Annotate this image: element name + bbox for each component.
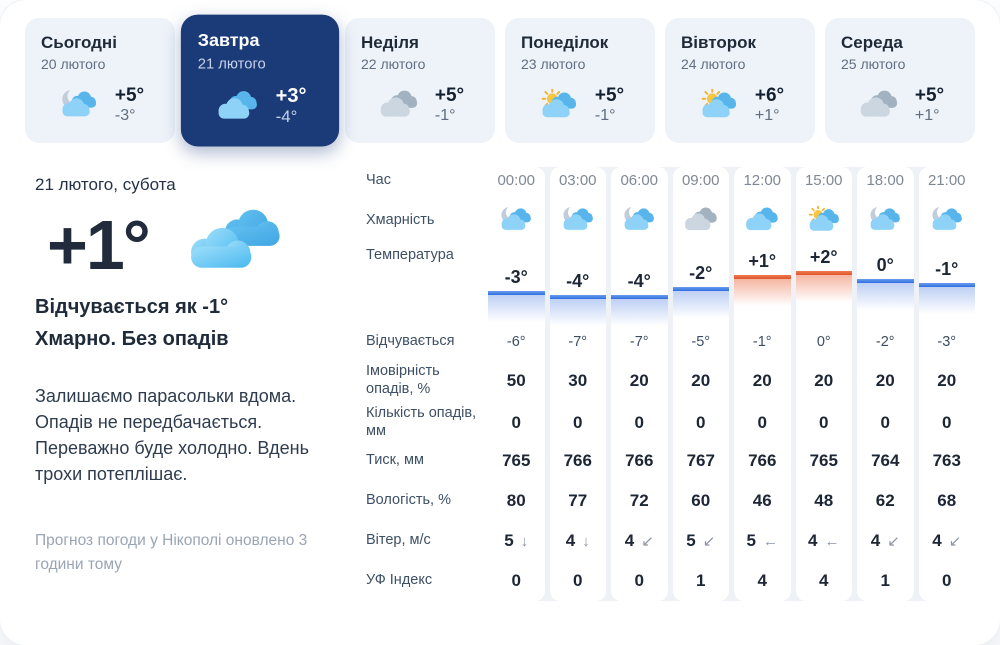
row-labels-column xyxy=(366,167,488,601)
precip-probability-value: 20 xyxy=(814,370,834,390)
wind-direction-arrow: ↓ xyxy=(582,532,590,550)
temperature-value: -1° xyxy=(935,259,959,279)
uv-index-value: 1 xyxy=(696,571,706,590)
temperature-value: +2° xyxy=(809,247,838,267)
temperature-cell xyxy=(550,247,607,327)
temperature-value: -4° xyxy=(627,271,651,291)
humidity-value: 46 xyxy=(752,491,772,510)
hour-time: 00:00 xyxy=(497,172,536,189)
day-low-temp: -4° xyxy=(275,108,298,127)
day-high-temp: +5° xyxy=(594,85,625,106)
wind-value xyxy=(734,521,791,561)
temperature-cell xyxy=(919,247,976,327)
day-card-date: 22 лютого xyxy=(361,56,426,72)
row-label-humidity: Вологість, % xyxy=(366,492,452,509)
day-low-temp: -1° xyxy=(434,106,456,124)
feels-like-value: -2° xyxy=(875,334,895,350)
day-card-title: Завтра xyxy=(197,30,260,51)
clouds-blue-icon xyxy=(734,194,791,247)
temperature-value: -2° xyxy=(689,263,713,283)
day-card-4[interactable] xyxy=(505,18,655,143)
feels-like-value: -7° xyxy=(629,334,649,350)
pressure-value: 765 xyxy=(809,451,838,470)
wind-direction-arrow: ↓ xyxy=(520,532,529,550)
row-label-uv: УФ Індекс xyxy=(366,572,433,589)
precip-amount-value: 0 xyxy=(573,412,583,432)
day-cards-row xyxy=(25,18,975,143)
pressure-value: 764 xyxy=(871,451,900,470)
precip-probability-value: 20 xyxy=(752,370,772,390)
wind-value xyxy=(857,521,914,561)
hour-time: 12:00 xyxy=(743,172,782,189)
hour-column xyxy=(734,167,791,601)
day-card-1[interactable] xyxy=(25,18,175,143)
moon-clouds-icon xyxy=(611,194,668,247)
wind-value xyxy=(488,521,545,561)
day-card-6[interactable] xyxy=(825,18,975,143)
wind-value xyxy=(550,521,607,561)
feels-like-value: -3° xyxy=(937,334,957,350)
wind-speed: 5 xyxy=(746,531,756,550)
row-label-feels: Відчувається xyxy=(366,333,455,350)
temperature-value: 0° xyxy=(876,255,894,275)
wind-direction-arrow: ↙ xyxy=(887,533,900,550)
day-low-temp: -3° xyxy=(114,106,136,124)
hour-time: 21:00 xyxy=(927,172,966,189)
pressure-value: 765 xyxy=(502,451,531,470)
day-low-temp: -1° xyxy=(594,106,616,124)
row-label-precip-amt: Кількість опадів, мм xyxy=(366,404,477,439)
humidity-value: 60 xyxy=(691,491,711,510)
day-high-temp: +5° xyxy=(434,85,465,106)
precip-probability-value: 20 xyxy=(691,370,711,390)
uv-index-value: 0 xyxy=(573,571,583,590)
forecast-summary: Залишаємо парасольки вдома. Опадів не передбачається. Переважно буде холодно. Вдень трохи потеплішає. xyxy=(35,386,309,485)
precip-amount-value: 0 xyxy=(880,412,890,432)
hour-time: 06:00 xyxy=(620,172,659,189)
feels-like-text: Відчувається як -1° xyxy=(35,296,229,318)
day-high-temp: +6° xyxy=(754,85,785,106)
precip-probability-value: 30 xyxy=(568,370,588,390)
clouds-gray-icon xyxy=(856,89,902,122)
precip-probability-value: 50 xyxy=(506,370,526,390)
day-card-date: 20 лютого xyxy=(41,56,106,72)
hour-time: 03:00 xyxy=(558,172,597,189)
wind-value xyxy=(611,521,668,561)
wind-value xyxy=(673,521,730,561)
selected-day-panel xyxy=(25,167,360,601)
feels-like-value: -6° xyxy=(506,334,526,350)
wind-speed: 4 xyxy=(870,531,881,550)
uv-index-value: 4 xyxy=(819,571,829,590)
hour-time: 09:00 xyxy=(681,172,720,189)
pressure-value: 763 xyxy=(932,451,961,470)
humidity-value: 48 xyxy=(814,491,834,510)
humidity-value: 77 xyxy=(568,491,588,510)
wind-speed: 5 xyxy=(686,531,696,550)
row-label-clouds: Хмарність xyxy=(366,211,435,228)
row-label-wind: Вітер, м/с xyxy=(366,532,431,549)
condition-text: Хмарно. Без опадів xyxy=(35,328,229,350)
humidity-value: 68 xyxy=(937,491,957,510)
day-card-title: Понеділок xyxy=(521,33,609,52)
day-card-title: Неділя xyxy=(361,33,419,52)
hour-columns xyxy=(488,167,975,601)
clouds-gray-icon xyxy=(673,194,730,247)
day-low-temp: +1° xyxy=(914,106,940,124)
temperature-cell xyxy=(796,247,853,327)
precip-amount-value: 0 xyxy=(819,412,829,432)
precip-amount-value: 0 xyxy=(511,412,521,432)
humidity-value: 62 xyxy=(875,491,895,510)
main-area xyxy=(25,167,975,601)
day-card-title: Середа xyxy=(841,33,903,52)
selected-date-label: 21 лютого, субота xyxy=(35,175,176,194)
day-card-5[interactable] xyxy=(665,18,815,143)
moon-clouds-icon xyxy=(857,194,914,247)
day-low-temp: +1° xyxy=(754,106,780,124)
day-card-2[interactable] xyxy=(181,15,339,147)
precip-amount-value: 0 xyxy=(757,412,767,432)
precip-probability-value: 20 xyxy=(937,370,957,390)
uv-index-value: 0 xyxy=(634,571,644,590)
hour-column xyxy=(857,167,914,601)
row-label-temperature: Температура xyxy=(366,247,454,263)
sun-clouds-icon xyxy=(696,89,742,122)
day-card-title: Сьогодні xyxy=(41,33,117,52)
wind-speed: 5 xyxy=(504,531,514,550)
temperature-cell xyxy=(488,247,545,327)
feels-like-value: 0° xyxy=(816,334,831,350)
temperature-value: -3° xyxy=(504,267,528,287)
row-label-pressure: Тиск, мм xyxy=(366,452,424,469)
hour-column xyxy=(550,167,607,601)
moon-clouds-icon xyxy=(919,194,976,247)
wind-value xyxy=(919,521,976,561)
precip-probability-value: 20 xyxy=(875,370,895,390)
pressure-value: 767 xyxy=(686,451,715,470)
pressure-value: 766 xyxy=(625,451,654,470)
wind-direction-arrow: ↙ xyxy=(948,533,962,550)
temperature-cell xyxy=(734,247,791,327)
pressure-value: 766 xyxy=(748,451,777,470)
wind-direction-arrow: ↙ xyxy=(702,533,716,550)
temperature-cell xyxy=(673,247,730,327)
day-card-date: 23 лютого xyxy=(521,56,586,72)
hour-column xyxy=(488,167,545,601)
hourly-table xyxy=(366,167,975,601)
moon-clouds-icon xyxy=(56,89,102,122)
precip-amount-value: 0 xyxy=(696,412,706,432)
day-card-title: Вівторок xyxy=(681,33,756,52)
moon-clouds-icon xyxy=(488,194,545,247)
wind-value xyxy=(796,521,853,561)
hour-column xyxy=(796,167,853,601)
wind-speed: 4 xyxy=(808,531,818,550)
wind-speed: 4 xyxy=(565,531,576,550)
day-card-3[interactable] xyxy=(345,18,495,143)
temperature-cell xyxy=(857,247,914,327)
hour-column xyxy=(673,167,730,601)
temperature-value: -4° xyxy=(566,271,590,291)
hour-time: 18:00 xyxy=(866,172,905,189)
moon-clouds-icon xyxy=(550,194,607,247)
precip-amount-value: 0 xyxy=(942,412,952,432)
uv-index-value: 0 xyxy=(511,571,521,590)
wind-direction-arrow: ↙ xyxy=(641,533,654,550)
feels-like-value: -1° xyxy=(752,334,772,350)
row-label-precip-prob: Імовірність опадів, % xyxy=(366,362,440,397)
day-high-temp: +5° xyxy=(114,85,145,106)
temperature-value: +1° xyxy=(748,251,777,271)
sun-clouds-icon xyxy=(796,194,853,247)
current-conditions xyxy=(47,205,354,285)
day-high-temp: +5° xyxy=(914,85,945,106)
precip-amount-value: 0 xyxy=(634,412,644,432)
clouds-icon xyxy=(185,207,285,283)
updated-status: Прогноз погоди у Нікополі оновлено 3 години тому xyxy=(35,532,308,573)
hour-column xyxy=(919,167,976,601)
row-label-time: Час xyxy=(366,171,391,188)
feels-like-value: -7° xyxy=(568,334,588,350)
current-temperature: +1° xyxy=(47,206,149,284)
hour-time: 15:00 xyxy=(804,172,843,189)
sun-clouds-icon xyxy=(536,89,582,122)
humidity-value: 72 xyxy=(629,491,649,510)
day-high-temp: +3° xyxy=(275,85,307,108)
wind-direction-arrow: ← xyxy=(762,532,778,550)
wind-speed: 4 xyxy=(624,531,635,550)
uv-index-value: 0 xyxy=(942,571,952,590)
humidity-value: 80 xyxy=(506,491,526,510)
wind-direction-arrow: ← xyxy=(824,532,840,550)
temperature-cell xyxy=(611,247,668,327)
precip-probability-value: 20 xyxy=(629,370,649,390)
clouds-gray-icon xyxy=(376,89,422,122)
day-card-date: 21 лютого xyxy=(197,54,266,72)
hour-column xyxy=(611,167,668,601)
uv-index-value: 4 xyxy=(757,571,767,590)
uv-index-value: 1 xyxy=(880,571,890,590)
wind-speed: 4 xyxy=(932,531,942,550)
pressure-value: 766 xyxy=(563,451,592,470)
day-card-date: 25 лютого xyxy=(841,56,906,72)
feels-like-value: -5° xyxy=(691,334,711,350)
day-card-date: 24 лютого xyxy=(681,56,746,72)
clouds-blue-icon xyxy=(213,89,262,124)
